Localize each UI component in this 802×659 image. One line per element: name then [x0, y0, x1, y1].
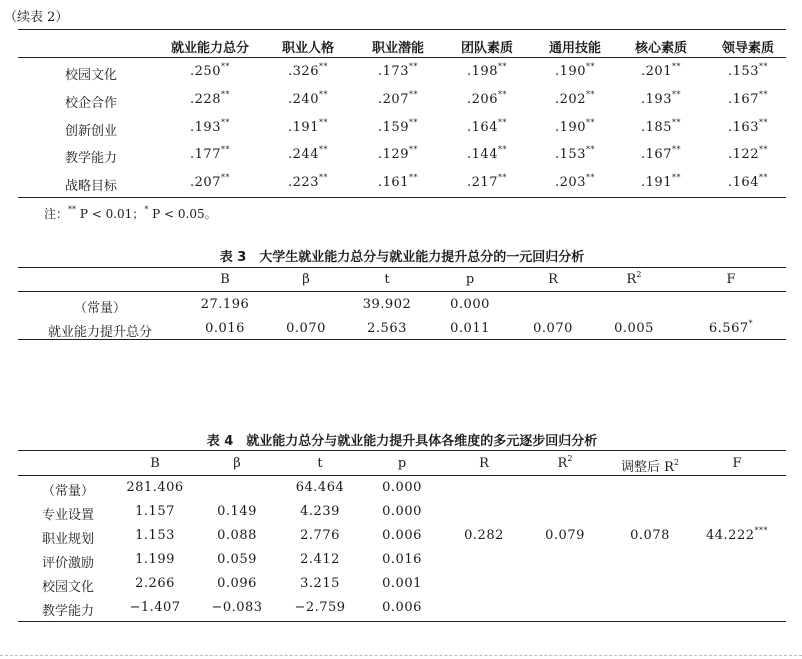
- table-2-cell-text: .153: [728, 64, 759, 79]
- table-2-cell-sup: **: [758, 145, 768, 154]
- table-3-col-header: [302, 272, 310, 287]
- table-2-cell-text: .206: [467, 92, 498, 107]
- table-2-cell: [190, 64, 230, 79]
- table-4-col-header: [621, 456, 679, 475]
- table-4-cell-text: 0.006: [382, 528, 422, 543]
- table-2-cell-sup: **: [585, 118, 595, 127]
- table-4-cell-text: 2.266: [135, 576, 175, 591]
- table-2-row-label-text: 校园文化: [64, 68, 118, 83]
- table-4-cell-text: 64.464: [295, 480, 345, 495]
- table-4-row-label-text: 评价激励: [41, 556, 95, 571]
- table-2-cell-text: .217: [467, 175, 498, 190]
- table-2-cell-text: .164: [467, 120, 498, 135]
- table-2-cell-sup: **: [408, 173, 418, 182]
- table-2-cell: [378, 92, 418, 107]
- table-2-cell-sup: **: [585, 145, 595, 154]
- table-4-cell: [382, 528, 422, 543]
- table-2-cell-text: .326: [288, 64, 319, 79]
- table-4-row-label: [42, 528, 94, 547]
- table-4-cell-text: 281.406: [126, 480, 184, 495]
- table-4-cell-text: 0.000: [382, 480, 422, 495]
- table-4-cell: [217, 504, 257, 519]
- table-3-cell-text: 0.000: [450, 297, 490, 312]
- table-2-row-label-text: 创新创业: [64, 124, 118, 139]
- table-3-row-label: [48, 321, 152, 340]
- table-2-cell-sup: **: [497, 118, 507, 127]
- table-2-cell: [641, 147, 681, 162]
- table-2-col-header: [461, 37, 513, 56]
- table-3-cell: [450, 321, 490, 336]
- table-2-cell-sup: **: [671, 90, 681, 99]
- table-2-row-label-text: 教学能力: [64, 151, 118, 166]
- table-3-top-rule: [18, 267, 786, 268]
- table-2-cell: [467, 92, 507, 107]
- table-2-col-header: [549, 37, 601, 56]
- table-4-row-label-text: 专业设置: [41, 508, 95, 523]
- table-2-col-header-text: 就业能力总分: [170, 41, 250, 56]
- page-edge: [0, 655, 802, 656]
- table-2-cell: [555, 147, 595, 162]
- table-4-model-R2: [545, 528, 585, 543]
- table-4-model-adjR2: [630, 528, 670, 543]
- table-3-cell-text: 0.016: [205, 321, 245, 336]
- table-4-cell-text: −0.083: [211, 600, 263, 615]
- table-2-cell: [728, 175, 768, 190]
- table-2-cell-sup: **: [671, 173, 681, 182]
- table-2-cell-text: .190: [555, 64, 586, 79]
- table-2-cell-sup: **: [671, 118, 681, 127]
- table-4-col-header-text: R: [479, 456, 489, 471]
- table-2-cell-text: .144: [467, 147, 498, 162]
- table-4-cell: [135, 528, 175, 543]
- table-4-cell-text: 4.239: [300, 504, 340, 519]
- table-2-cell-text: .190: [555, 120, 586, 135]
- table-2-top-rule: [18, 29, 786, 30]
- table-3-col-header-text: B: [220, 272, 230, 287]
- table-3-col-header-text: β: [302, 272, 310, 287]
- table-2-cell-text: .228: [190, 92, 221, 107]
- table-4-cell: [382, 480, 422, 495]
- table-2-col-header: [372, 37, 424, 56]
- table-2-cell: [467, 147, 507, 162]
- table-2-header-rule: [18, 57, 786, 58]
- table-4-cell-text: 3.215: [300, 576, 340, 591]
- table-3-row-label-text: （常量）: [73, 301, 127, 316]
- table-2-cell: [641, 92, 681, 107]
- table-4-model-F: [706, 528, 768, 543]
- note-text1: P < 0.05。: [148, 207, 217, 221]
- table-2-cell-text: .129: [378, 147, 409, 162]
- table-4-row-label-text: 教学能力: [41, 604, 95, 619]
- table-3-cell-sup: *: [748, 319, 754, 328]
- table-2-cell-text: .240: [288, 92, 319, 107]
- table-2-cell-text: .193: [641, 92, 672, 107]
- table-2-cell-text: .161: [378, 175, 409, 190]
- table-2-cell: [555, 92, 595, 107]
- table-4-cell-text: 1.199: [135, 552, 175, 567]
- table-3-bottom-rule: [18, 339, 786, 340]
- table-2-cell: [728, 92, 768, 107]
- table-4-cell: [217, 528, 257, 543]
- table-2-row-label: [65, 120, 117, 139]
- table-2-cell-sup: **: [497, 90, 507, 99]
- table-3-cell: [533, 321, 573, 336]
- table-2-col-header: [635, 37, 687, 56]
- table-2-col-header-text: 核心素质: [634, 41, 688, 56]
- table-3-col-header: [384, 272, 389, 287]
- table-2-cell-text: .164: [728, 175, 759, 190]
- table-4-cell-text: 0.000: [382, 504, 422, 519]
- table-4-cell-text: 0.006: [382, 600, 422, 615]
- table-4-col-header: [558, 456, 573, 471]
- table-3-cell: [709, 321, 753, 336]
- table-2-cell-text: .198: [467, 64, 498, 79]
- table-2-cell-sup: **: [220, 173, 230, 182]
- table-2-cell: [378, 120, 418, 135]
- table-2-cell-sup: **: [758, 173, 768, 182]
- table-4-cell: [382, 504, 422, 519]
- table-4-cell-text: −2.759: [294, 600, 346, 615]
- table-2-cell-sup: **: [758, 90, 768, 99]
- table-4-row-label: [42, 504, 94, 523]
- table-2-cell: [467, 175, 507, 190]
- table-2-cell-text: .203: [555, 175, 586, 190]
- table-4-row-label: [42, 480, 94, 499]
- table-2-cell: [641, 64, 681, 79]
- table-4-cell: [300, 552, 340, 567]
- table-3-row-label: [74, 297, 126, 316]
- table-2-cell-sup: **: [318, 145, 328, 154]
- table-4-row-label: [42, 600, 94, 619]
- table-2-cell-text: .223: [288, 175, 319, 190]
- table-2-cell: [555, 120, 595, 135]
- table-2-cell-text: .185: [641, 120, 672, 135]
- table-4-cell-text: 0.149: [217, 504, 257, 519]
- table-2-cell-sup: **: [497, 62, 507, 71]
- table-2-col-header-text: 职业人格: [281, 41, 335, 56]
- table-2-cell-text: .191: [641, 175, 672, 190]
- table-3-col-header: [726, 272, 735, 287]
- table-2-cell-sup: **: [585, 62, 595, 71]
- table-3-cell-text: 2.563: [367, 321, 407, 336]
- table-4-model-adjR2-text: 0.078: [630, 528, 670, 543]
- table-4-top-rule: [18, 450, 786, 451]
- note-sig1: *: [144, 205, 149, 214]
- table-4-cell-text: 0.001: [382, 576, 422, 591]
- table-4-cell-text: 0.059: [217, 552, 257, 567]
- table-3-col-header: [627, 272, 642, 287]
- table-2-cell-sup: **: [220, 62, 230, 71]
- table-4-cell: [211, 600, 262, 615]
- table-2-cell-sup: **: [318, 173, 328, 182]
- table-2-row-label: [65, 175, 117, 194]
- table-4-cell: [129, 600, 180, 615]
- table-3-cell-text: 0.011: [450, 321, 490, 336]
- table-2-cell-sup: **: [671, 62, 681, 71]
- table-3-cell: [286, 321, 326, 336]
- table-4-col-header-text: 调整后 R: [620, 460, 674, 475]
- table-2-cell-text: .153: [555, 147, 586, 162]
- table-2-cell-text: .163: [728, 120, 759, 135]
- table-4-row-label-text: （常量）: [41, 484, 95, 499]
- table-4-row-label-text: 校园文化: [41, 580, 95, 595]
- table-3-cell: [363, 297, 412, 312]
- table-4-cell-text: 1.153: [135, 528, 175, 543]
- table-4-model-R-text: 0.282: [464, 528, 504, 543]
- table-2-cell: [190, 147, 230, 162]
- table-3-cell: [201, 297, 250, 312]
- table-2-cell-text: .250: [190, 64, 221, 79]
- table-4-col-header: [150, 456, 160, 471]
- table-3-cell-text: 0.070: [286, 321, 326, 336]
- table-2-cell-sup: **: [585, 173, 595, 182]
- table-3-col-header: [220, 272, 230, 287]
- table-2-cell-text: .167: [728, 92, 759, 107]
- table-2-cell: [728, 64, 768, 79]
- table-3-col-header-text: F: [726, 272, 736, 287]
- table-2-cell: [378, 64, 418, 79]
- table-3-cell-text: 39.902: [362, 297, 412, 312]
- table-2-cell-text: .201: [641, 64, 672, 79]
- table-2-cell-text: .207: [378, 92, 409, 107]
- table-2-col-header-text: 领导素质: [721, 41, 775, 56]
- table-4-header-rule: [18, 475, 786, 476]
- table-4-col-header-text: B: [150, 456, 160, 471]
- table-2-cell: [641, 120, 681, 135]
- table-4-col-header: [233, 456, 241, 471]
- table-2-cell: [728, 147, 768, 162]
- table-2-row-label-text: 校企合作: [64, 96, 118, 111]
- table-3-header-rule: [18, 291, 786, 292]
- table-4-cell-text: −1.407: [129, 600, 181, 615]
- table-2-cell-sup: **: [220, 145, 230, 154]
- table-2-cell: [190, 92, 230, 107]
- table-4-cell-text: 0.088: [217, 528, 257, 543]
- table-2-cell-sup: **: [408, 145, 418, 154]
- table-2-cell: [555, 175, 595, 190]
- table-2-cell: [288, 147, 328, 162]
- table-4-col-header: [317, 456, 322, 471]
- table-3-col-header: [548, 272, 558, 287]
- table-2-row-label: [65, 64, 117, 83]
- table-3-cell: [367, 321, 407, 336]
- table-2-cell-text: .159: [378, 120, 409, 135]
- table-4-cell: [382, 600, 422, 615]
- table-2-cell-text: .173: [378, 64, 409, 79]
- table-4-col-header: [398, 456, 406, 471]
- table-4-cell-text: 0.096: [217, 576, 257, 591]
- table-2-bottom-rule: [18, 197, 786, 198]
- table-3-cell: [450, 297, 490, 312]
- table-4-cell: [300, 576, 340, 591]
- table-2-cell: [190, 175, 230, 190]
- table-3-col-header: [466, 272, 474, 287]
- table-3-caption: 表 3 大学生就业能力总分与就业能力提升总分的一元回归分析: [219, 250, 585, 265]
- table-2-cell-sup: **: [408, 118, 418, 127]
- table-4-model-R2-text: 0.079: [545, 528, 585, 543]
- table-2-cell-sup: **: [758, 62, 768, 71]
- table-2-cell-sup: **: [671, 145, 681, 154]
- table-2-cell-sup: **: [585, 90, 595, 99]
- table-2-cell-sup: **: [497, 145, 507, 154]
- table-4-cell: [217, 552, 257, 567]
- table-4-cell-text: 1.157: [135, 504, 175, 519]
- table-3-col-header-text: p: [465, 272, 475, 287]
- table-3-col-header-text: R: [548, 272, 558, 287]
- table-4-cell: [382, 576, 422, 591]
- table-4-cell-text: 0.016: [382, 552, 422, 567]
- table-2-row-label: [65, 147, 117, 166]
- table-3-row-label-text: 就业能力提升总分: [47, 325, 153, 340]
- table-2-cell-text: .193: [190, 120, 221, 135]
- table-2-cell-sup: **: [497, 173, 507, 182]
- table-2-cell: [467, 120, 507, 135]
- table-4-col-header-sup: 2: [673, 458, 680, 467]
- table-3-col-header-text: t: [384, 272, 390, 287]
- table-4-caption: 表 4 就业能力总分与就业能力提升具体各维度的多元逐步回归分析: [206, 434, 598, 449]
- table-2-cell-text: .244: [288, 147, 319, 162]
- table-2-col-header-text: 职业潜能: [371, 41, 425, 56]
- table-3-cell-text: 0.070: [533, 321, 573, 336]
- table-2-cell: [378, 175, 418, 190]
- table-4-col-header-text: F: [732, 456, 742, 471]
- table-2-cell-text: .177: [190, 147, 221, 162]
- table-2-col-header: [171, 37, 249, 56]
- table-2-cell: [288, 175, 328, 190]
- table-4-cell-text: 2.412: [300, 552, 340, 567]
- note-prefix: 注：: [44, 207, 69, 221]
- table-2-cell-sup: **: [318, 90, 328, 99]
- table-2-col-header: [722, 37, 774, 56]
- table-3-cell-text: 6.567: [708, 321, 749, 336]
- table-2-cell: [378, 147, 418, 162]
- table-2-row-label: [65, 92, 117, 111]
- table-2-cell: [728, 120, 768, 135]
- table-4-col-header-text: t: [317, 456, 323, 471]
- table-4-bottom-rule: [18, 621, 786, 622]
- table-3-cell: [205, 321, 245, 336]
- table-4-cell-text: 2.776: [300, 528, 340, 543]
- note-text2: P < 0.01；: [76, 207, 145, 221]
- note-sig2: **: [68, 205, 77, 214]
- table-4-cell: [300, 504, 340, 519]
- table-4-col-header-text: p: [397, 456, 407, 471]
- table-2-cell-text: .202: [555, 92, 586, 107]
- table-2-cell-text: .191: [288, 120, 319, 135]
- table-4-col-header: [479, 456, 489, 471]
- table-4-model-F-sup: ***: [754, 526, 768, 535]
- table-4-model-R: [464, 528, 504, 543]
- table-4-cell: [296, 480, 345, 495]
- table-2-cell-text: .122: [728, 147, 759, 162]
- table-2-col-header-text: 通用技能: [548, 41, 602, 56]
- table-2-cell-text: .207: [190, 175, 221, 190]
- table-2-cell: [288, 92, 328, 107]
- table-4-cell: [135, 576, 175, 591]
- table-4-cell: [300, 528, 340, 543]
- table-4-cell: [135, 552, 175, 567]
- table-4-cell: [294, 600, 345, 615]
- table-2-cell: [288, 64, 328, 79]
- table-3-col-header-sup: 2: [636, 270, 642, 279]
- table-2-cell-sup: **: [220, 90, 230, 99]
- table-4-row-label-text: 职业规划: [41, 532, 95, 547]
- table-4-col-header: [732, 456, 741, 471]
- table-2-cell: [190, 120, 230, 135]
- table-2-cell-sup: **: [408, 90, 418, 99]
- table-2-col-header-text: 团队素质: [460, 41, 514, 56]
- table-4-col-header-text: R: [557, 456, 568, 471]
- table-4-cell: [135, 504, 175, 519]
- table-2-col-header: [282, 37, 334, 56]
- table-4-cell: [126, 480, 183, 495]
- table-4-row-label: [42, 576, 94, 595]
- table-4-row-label: [42, 552, 94, 571]
- table-3-col-header-text: R: [626, 272, 637, 287]
- table-2-note: [44, 205, 217, 222]
- table-4-model-F-text: 44.222: [706, 528, 755, 543]
- table-4-cell: [217, 576, 257, 591]
- table-2-cell: [467, 64, 507, 79]
- table-4-col-header-text: β: [233, 456, 241, 471]
- table-2-cell-sup: **: [318, 118, 328, 127]
- continuation-label: （续表 2）: [4, 10, 69, 25]
- table-4-cell: [382, 552, 422, 567]
- table-3-cell-text: 0.005: [614, 321, 654, 336]
- table-3-cell-text: 27.196: [200, 297, 250, 312]
- table-2-cell-sup: **: [408, 62, 418, 71]
- table-2-row-label-text: 战略目标: [64, 179, 118, 194]
- table-2-cell: [288, 120, 328, 135]
- table-3-cell: [614, 321, 654, 336]
- table-2-cell-sup: **: [220, 118, 230, 127]
- table-4-col-header-sup: 2: [567, 454, 573, 463]
- table-2-cell-text: .167: [641, 147, 672, 162]
- table-2-cell-sup: **: [758, 118, 768, 127]
- table-2-cell: [641, 175, 681, 190]
- table-2-cell-sup: **: [318, 62, 328, 71]
- table-2-cell: [555, 64, 595, 79]
